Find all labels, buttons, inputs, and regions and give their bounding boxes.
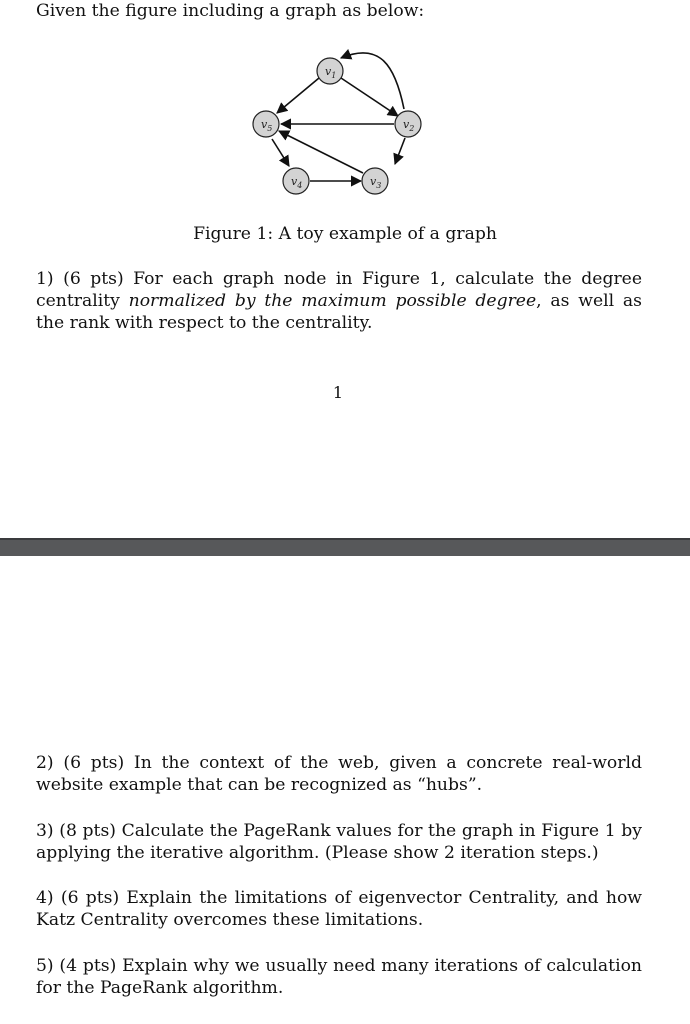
- svg-text:v3: $v_3$: [370, 175, 382, 190]
- page-separator: [0, 538, 690, 556]
- intro-text: Given the figure including a graph as below:: [36, 1, 425, 21]
- graph-node-v2: [395, 111, 421, 137]
- graph-node-v3: [362, 168, 388, 194]
- question-5: 5) (4 pts) Explain why we usually need many iterations of calculation for the PageRank algorithm.: [36, 956, 642, 998]
- graph-node-v5: [253, 111, 279, 137]
- edge-v5-v4: [272, 139, 289, 166]
- svg-text:v4: $v_4$: [291, 175, 303, 190]
- svg-text:v2: $v_2$: [403, 118, 415, 133]
- svg-text:v5: $v_5$: [261, 118, 273, 133]
- graph-node-v1: [317, 58, 343, 84]
- document-page-2: [0, 556, 690, 1024]
- question-3: 3) (8 pts) Calculate the PageRank values for the graph in Figure 1 by applying the iterative algorithm. (Please show 2 iteration steps.): [36, 821, 642, 863]
- edge-v3-v5: [279, 131, 363, 173]
- figure-caption: Figure 1: A toy example of a graph: [193, 224, 497, 244]
- question-4: 4) (6 pts) Explain the limitations of eigenvector Centrality, and how Katz Centrality overcomes these limitations.: [36, 888, 642, 930]
- edge-v1-v2: [341, 78, 398, 116]
- graph-node-v4: [283, 168, 309, 194]
- graph-figure: [235, 40, 435, 200]
- svg-text:v1: $v_1$: [325, 65, 337, 80]
- question-1: 1) (6 pts) For each graph node in Figure 1, calculate the degree centrality normalized by the maximum possible degree, as well as the rank with respect to the centrality.: [36, 269, 643, 333]
- question-2: 2) (6 pts) In the context of the web, given a concrete real-world website example that can be recognized as “hubs”.: [36, 753, 642, 795]
- question-1-emphasis: normalized by the maximum possible degree: [128, 291, 537, 311]
- edge-v1-v5: [277, 78, 319, 113]
- edge-v2-v3: [395, 138, 405, 164]
- edge-v2-v1: [341, 53, 404, 109]
- page-number: 1: [332, 383, 344, 402]
